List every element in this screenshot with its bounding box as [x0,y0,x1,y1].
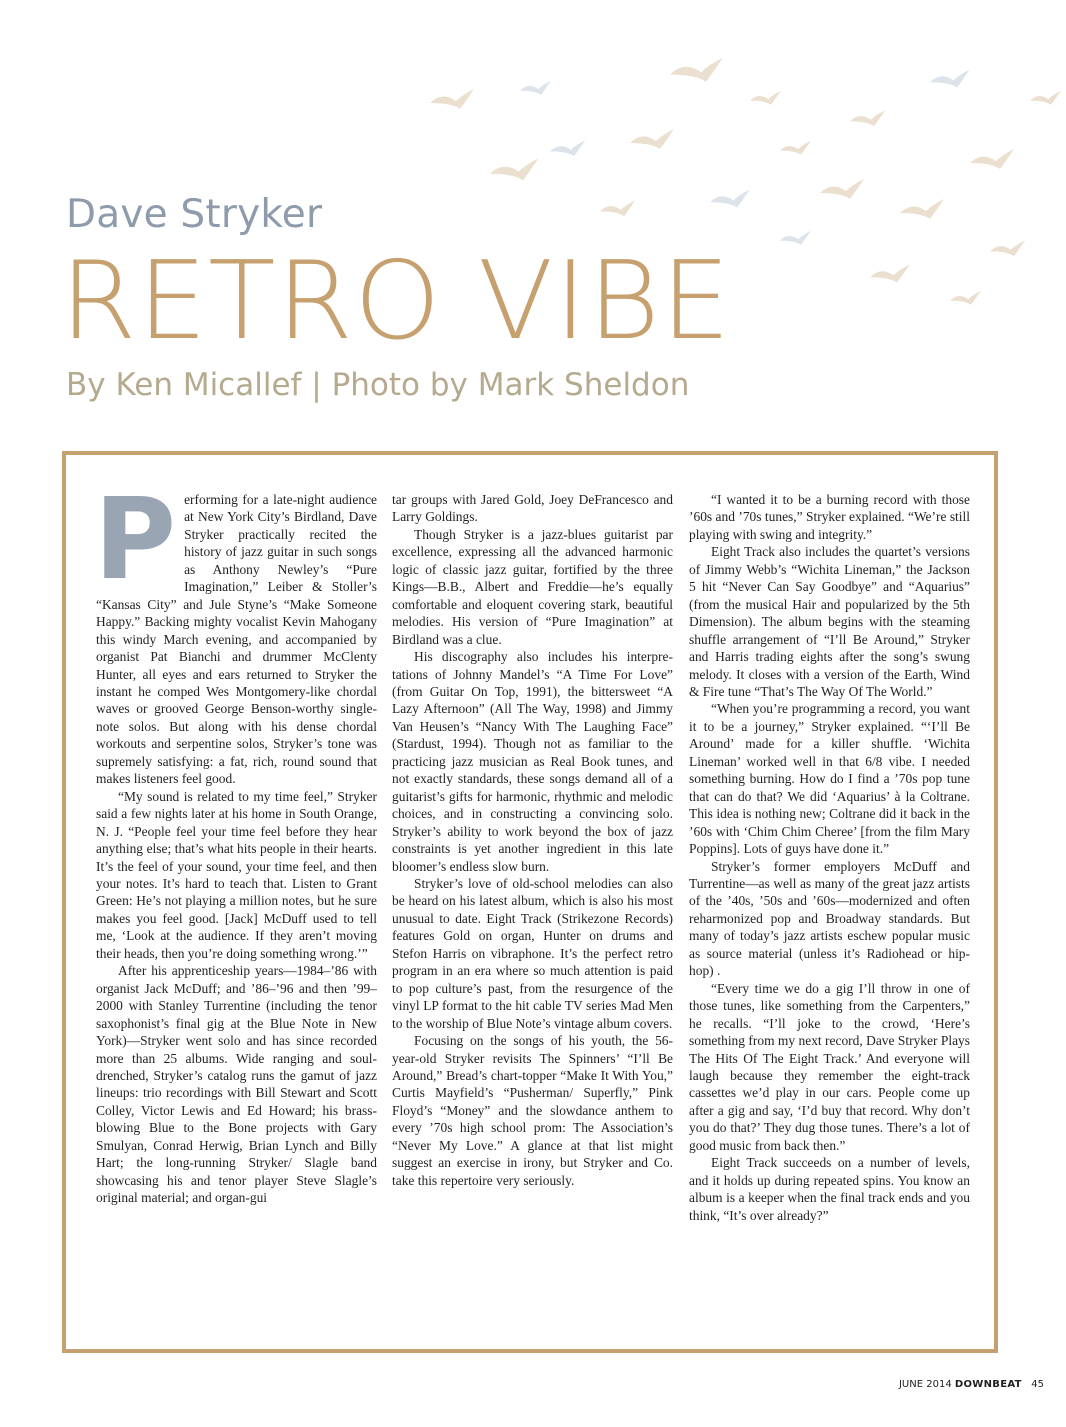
bird-shape [870,265,910,283]
byline: By Ken Micallef | Photo by Mark Sheldon [66,367,690,403]
paragraph: “My sound is related to my time feel,” Stryker said a few nights later at his home in South Orange, N. J. “People feel your time feel before they hear anything else; that’s what hits people in their hearts. It’s the feel of your sound, your time feel, and then your notes. It’s hard to teach that. Listen to Grant Green: He’s not playing a million notes, but he sure makes you feel good. [Jack] McDuff used to tell me, ‘Look at the audience. If they aren’t moving their heads, then you’re doing something wrong.’” [96,788,377,961]
article-column-1 [94,475,377,1207]
headline: RETRO VIBE [60,239,732,364]
footer-date: JUNE 2014 [898,1379,952,1390]
paragraph: Eight Track succeeds on a number of levels, and it holds up during repeated spins. You know an album is a keeper when the final track ends and you think, “It’s over already?” [689,1155,970,1223]
bird-shape [780,231,811,245]
bird-shape [970,149,1014,169]
bird-shape [520,81,551,95]
paragraph: Stryker’s love of old-school melodies can also be heard on his latest album, which is also his most unusual to date. Eight Track (Strikezone Records) features Gold on organ, Hunter on drums and Stefon Harris on vibraphone. It’s the perfect retro program in an era where so much attention is paid to pop culture’s past, from the resurgence of the vinyl LP format to the hit cable TV series Mad Men to the worship of Blue Note’s vintage album covers. [392,875,673,1031]
bird-shape [430,89,474,109]
bird-shape [710,190,750,208]
bird-shape [1030,91,1061,105]
page-footer [899,1379,1044,1390]
bird-shape [750,91,781,105]
article-column-3 [689,491,970,1224]
bird-shape [490,158,538,180]
drop-cap: P [94,475,177,605]
paragraph: Focusing on the songs of his youth, the 56-year-old Stryker revisits The Spinners’ “I’ll Be Around,” Bread’s chart-topper “Make It With You,” Curtis Mayfield’s “Pusherman/ Superfly,” Pink Floyd’s “Money” and the slowdance anthem to every ’70s high school prom: The Association’s “Never My Love.” A glance at that list might suggest an exercise in irony, but Stryker and Co. take this repertoire very seriously. [392,1033,673,1188]
kicker-title: Dave Stryker [66,192,323,237]
page-number: 45 [1031,1379,1044,1390]
paragraph: After his apprenticeship years—1984–’86 with organist Jack McDuff; and ’86–’96 and then ’99–2000 with Stanley Turrentine (including the tenor saxophonist’s final gig at the Blue Note in New York)—Stryker went solo and has since recorded more than 25 albums. Wide ranging and soul-drenched, Stryker’s catalog runs the gamut of jazz lineups: trio recordings with Bill Stewart and Scott Colley, Victor Lewis and Ed Howard; his brass-blowing Blue to the Bone projects with Gary Smulyan, Conrad Herwig, Brian Lynch and Billy Hart; the long-running Stryker/ Slagle band showcasing his and tenor player Steve Slagle’s original material; and organ-gui [96,963,377,1206]
bird-shape [930,70,970,88]
footer-magazine: DOWNBEAT [954,1379,1022,1390]
bird-shape [600,200,635,216]
paragraph: tar groups with Jared Gold, Joey DeFrancesco and Larry Goldings. [392,492,673,525]
paragraph: Though Stryker is a jazz-blues guitarist par excellence, expressing all the advanced harmonic logic of classic jazz guitar, fortified by the three Kings—B.B., Albert and Freddie—he’s equally comfortable and eloquent covering stark, beautiful melodies. His version of “Pure Imagination” at Birdland was a clue. [392,526,673,647]
paragraph: “I wanted it to be a burning record with those ’60s and ’70s tunes,” Stryker explained. “We’re still playing with swing and integrity.” [689,492,970,542]
bird-shape [850,110,885,126]
paragraph: His discography also includes his interpretations of Johnny Mandel’s “A Time For Love” (from Guitar On Top, 1991), the bittersweet “A Lazy Afternoon” (All The Way, 1998) and Jimmy Van Heusen’s “Nancy With The Laughing Face” (Stardust, 1994). Though not as familiar to the practicing jazz musician as Real Book tunes, and not exactly standards, these songs demand all of a guitarist’s gifts for harmonic, rhythmic and melodic choices, and in constructing a convincing solo. Stryker’s ability to work beyond the box of jazz constraints is yet another ingredient in this late bloomer’s endless slow burn. [392,649,673,874]
paragraph: “When you’re programming a record, you want it to be a journey,” Stryker explained. “‘I’ll Be Around’ made for a killer shuffle. ‘Wichita Lineman’ worked well in that 6/8 vibe. I needed something burning. How do I find a ’70s pop tune that can do that? We did ‘Aquarius’ à la Coltrane. This idea is nothing new; Coltrane did it back in the ’60s with ‘Chim Chim Cheree’ [from the film Mary Poppins]. Lots of guys have done it.” [689,701,970,857]
bird-shape [990,240,1025,256]
paragraph: erforming for a late-night audience at New York City’s Birdland, Dave Stryker practically recited the history of jazz guitar in such songs as Anthony Newley’s “Pure Imagination,” Leiber & Stoller’s “Kansas City” and Jule Styne’s “Make Someone Happy.” Backing mighty vocalist Kevin Mahogany this windy March evening, and accompanied by organist Pat Bianchi and drummer McClenty Hunter, all eyes and ears returned to Stryker the instant he comped Wes Montgomery-like chordal waves or grooved George Benson-worthy single-note solos. But along with his dense chordal workouts and serpentine solos, Stryker’s tone was supremely satisfying: a fat, rich, round sound that makes listeners feel good. [96,492,377,787]
bird-shape [820,179,864,199]
article-column-2 [392,491,673,1189]
bird-shape [900,199,944,219]
paragraph: “Every time we do a gig I’ll throw in one of those tunes, like something from the Carpenters,” he recalls. “I’ll joke to the crowd, ‘Here’s something from my next record, Dave Stryker Plays The Hits Of The Eight Track.’ And everyone will laugh because they remember the eight-track cassettes we’d play in our cars. People come up after a gig and say, ‘I’d buy that record. Why don’t you do that?’ They dug those tunes. There’s a lot of good music from back then.” [689,980,970,1153]
bird-shape [630,129,674,149]
bird-shape [670,58,723,82]
bird-shape [950,291,981,305]
bird-shape [780,141,811,155]
paragraph: Eight Track also includes the quartet’s versions of Jimmy Webb’s “Wichita Lineman,” the Jackson 5 hit “Never Can Say Goodbye” and “Aquarius” (from the musical Hair and popularized by the 5th Dimension). The album begins with the steaming shuffle arrangement of “I’ll Be Around,” Stryker and Harris trading eights after the song’s swung melody. It closes with a version of the Earth, Wind & Fire tune “That’s The Way Of The World.” [689,544,970,699]
paragraph: Stryker’s former employers McDuff and Turrentine—as well as many of the great jazz artists of the ’40s, ’50s and ’60s—modernized and often reharmonized pop and Broadway standards. But many of today’s jazz artists eschew popular music as source material (unless it’s Radiohead or hip-hop) . [689,858,970,979]
bird-shape [550,140,585,156]
